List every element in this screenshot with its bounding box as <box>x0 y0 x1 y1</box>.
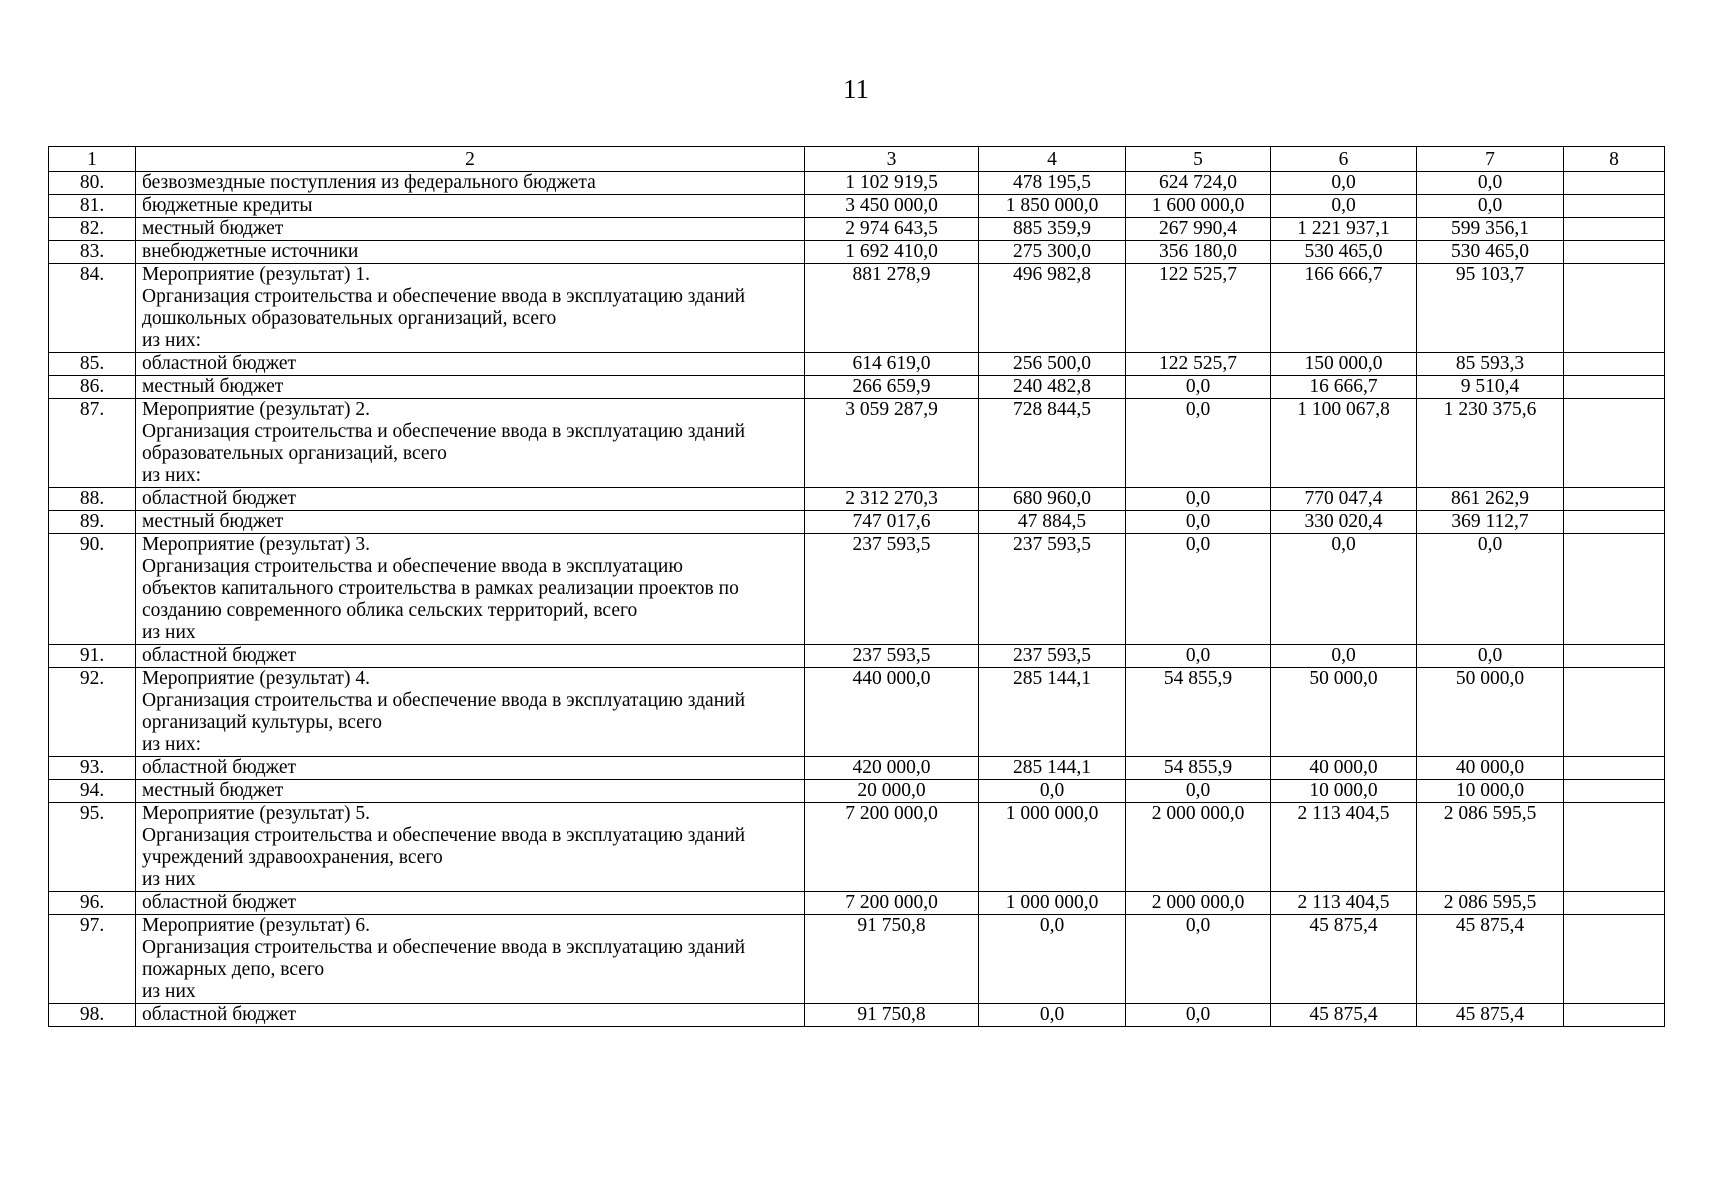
column-header: 3 <box>805 147 979 172</box>
value-cell-col4: 237 593,5 <box>979 645 1126 668</box>
column-header: 5 <box>1126 147 1271 172</box>
value-cell-col8 <box>1564 376 1665 399</box>
value-cell-col8 <box>1564 353 1665 376</box>
value-cell-col7: 0,0 <box>1417 195 1564 218</box>
row-number: 95. <box>49 803 136 892</box>
value-cell-col5: 2 000 000,0 <box>1126 803 1271 892</box>
value-cell-col6: 45 875,4 <box>1271 1004 1417 1027</box>
value-cell-col7: 40 000,0 <box>1417 757 1564 780</box>
description-line: бюджетные кредиты <box>142 195 313 216</box>
value-cell-col5: 0,0 <box>1126 1004 1271 1027</box>
value-cell-col8 <box>1564 1004 1665 1027</box>
value-cell-col7: 861 262,9 <box>1417 488 1564 511</box>
description-line: организаций культуры, всего <box>142 712 383 733</box>
row-number: 92. <box>49 668 136 757</box>
table-row <box>49 172 1665 195</box>
value-cell-col6: 150 000,0 <box>1271 353 1417 376</box>
row-description <box>136 172 805 195</box>
value-cell-col4: 0,0 <box>979 1004 1126 1027</box>
table-row <box>49 534 1665 645</box>
value-cell-col4: 47 884,5 <box>979 511 1126 534</box>
row-description <box>136 892 805 915</box>
row-description <box>136 1004 805 1027</box>
row-number: 94. <box>49 780 136 803</box>
row-description <box>136 488 805 511</box>
value-cell-col7: 2 086 595,5 <box>1417 803 1564 892</box>
value-cell-col5: 54 855,9 <box>1126 757 1271 780</box>
row-number: 88. <box>49 488 136 511</box>
row-number: 90. <box>49 534 136 645</box>
value-cell-col6: 0,0 <box>1271 195 1417 218</box>
value-cell-col3: 747 017,6 <box>805 511 979 534</box>
table-row <box>49 780 1665 803</box>
description-line: областной бюджет <box>142 892 297 913</box>
value-cell-col5: 0,0 <box>1126 780 1271 803</box>
value-cell-col8 <box>1564 668 1665 757</box>
value-cell-col6: 166 666,7 <box>1271 264 1417 353</box>
table-row <box>49 195 1665 218</box>
value-cell-col7: 85 593,3 <box>1417 353 1564 376</box>
value-cell-col4: 1 000 000,0 <box>979 803 1126 892</box>
value-cell-col5: 0,0 <box>1126 645 1271 668</box>
value-cell-col3: 237 593,5 <box>805 534 979 645</box>
value-cell-col6: 50 000,0 <box>1271 668 1417 757</box>
value-cell-col4: 237 593,5 <box>979 534 1126 645</box>
description-line: Мероприятие (результат) 4. <box>142 668 370 689</box>
row-description <box>136 399 805 488</box>
row-number: 91. <box>49 645 136 668</box>
row-description <box>136 376 805 399</box>
column-header-row <box>49 147 1665 172</box>
description-line: из них: <box>142 330 202 351</box>
value-cell-col8 <box>1564 511 1665 534</box>
description-line: областной бюджет <box>142 488 297 509</box>
column-header: 8 <box>1564 147 1665 172</box>
table-row <box>49 915 1665 1004</box>
value-cell-col3: 2 974 643,5 <box>805 218 979 241</box>
description-line: дошкольных образовательных организаций, всего <box>142 308 557 329</box>
table-row <box>49 668 1665 757</box>
value-cell-col6: 2 113 404,5 <box>1271 803 1417 892</box>
table-row <box>49 892 1665 915</box>
row-description <box>136 645 805 668</box>
description-line: учреждений здравоохранения, всего <box>142 847 443 868</box>
value-cell-col7: 0,0 <box>1417 172 1564 195</box>
value-cell-col4: 496 982,8 <box>979 264 1126 353</box>
value-cell-col8 <box>1564 645 1665 668</box>
description-line: местный бюджет <box>142 511 284 532</box>
value-cell-col3: 266 659,9 <box>805 376 979 399</box>
value-cell-col8 <box>1564 488 1665 511</box>
value-cell-col5: 2 000 000,0 <box>1126 892 1271 915</box>
budget-table <box>48 146 1665 1027</box>
value-cell-col3: 3 059 287,9 <box>805 399 979 488</box>
value-cell-col8 <box>1564 241 1665 264</box>
value-cell-col5: 122 525,7 <box>1126 353 1271 376</box>
value-cell-col7: 95 103,7 <box>1417 264 1564 353</box>
row-description <box>136 534 805 645</box>
value-cell-col4: 478 195,5 <box>979 172 1126 195</box>
row-number: 97. <box>49 915 136 1004</box>
value-cell-col3: 7 200 000,0 <box>805 892 979 915</box>
value-cell-col5: 267 990,4 <box>1126 218 1271 241</box>
description-line: Организация строительства и обеспечение ввода в эксплуатацию <box>142 556 683 577</box>
row-number: 86. <box>49 376 136 399</box>
value-cell-col7: 1 230 375,6 <box>1417 399 1564 488</box>
value-cell-col5: 356 180,0 <box>1126 241 1271 264</box>
column-header: 4 <box>979 147 1126 172</box>
row-description <box>136 353 805 376</box>
row-description <box>136 241 805 264</box>
description-line: Организация строительства и обеспечение ввода в эксплуатацию зданий <box>142 286 746 307</box>
value-cell-col8 <box>1564 780 1665 803</box>
row-description <box>136 780 805 803</box>
value-cell-col5: 0,0 <box>1126 376 1271 399</box>
value-cell-col5: 54 855,9 <box>1126 668 1271 757</box>
page-number: 11 <box>843 74 869 104</box>
column-header: 7 <box>1417 147 1564 172</box>
value-cell-col7: 530 465,0 <box>1417 241 1564 264</box>
row-number: 80. <box>49 172 136 195</box>
value-cell-col4: 285 144,1 <box>979 757 1126 780</box>
value-cell-col8 <box>1564 915 1665 1004</box>
value-cell-col7: 0,0 <box>1417 534 1564 645</box>
description-line: внебюджетные источники <box>142 241 359 262</box>
table-row <box>49 241 1665 264</box>
description-line: областной бюджет <box>142 353 297 374</box>
row-number: 87. <box>49 399 136 488</box>
row-description <box>136 511 805 534</box>
row-number: 93. <box>49 757 136 780</box>
description-line: областной бюджет <box>142 1004 297 1025</box>
value-cell-col6: 770 047,4 <box>1271 488 1417 511</box>
description-line: из них <box>142 869 196 890</box>
value-cell-col6: 45 875,4 <box>1271 915 1417 1004</box>
value-cell-col4: 0,0 <box>979 915 1126 1004</box>
value-cell-col7: 9 510,4 <box>1417 376 1564 399</box>
value-cell-col3: 91 750,8 <box>805 915 979 1004</box>
table-row <box>49 511 1665 534</box>
value-cell-col8 <box>1564 195 1665 218</box>
description-line: Мероприятие (результат) 2. <box>142 399 370 420</box>
value-cell-col5: 0,0 <box>1126 915 1271 1004</box>
value-cell-col8 <box>1564 218 1665 241</box>
description-line: пожарных депо, всего <box>142 959 325 980</box>
value-cell-col4: 256 500,0 <box>979 353 1126 376</box>
value-cell-col3: 1 102 919,5 <box>805 172 979 195</box>
value-cell-col5: 0,0 <box>1126 511 1271 534</box>
column-header: 2 <box>136 147 805 172</box>
table-row <box>49 1004 1665 1027</box>
description-line: местный бюджет <box>142 218 284 239</box>
value-cell-col5: 624 724,0 <box>1126 172 1271 195</box>
row-number: 96. <box>49 892 136 915</box>
row-description <box>136 803 805 892</box>
table-row <box>49 757 1665 780</box>
row-number: 85. <box>49 353 136 376</box>
value-cell-col5: 0,0 <box>1126 399 1271 488</box>
description-line: объектов капитального строительства в рамках реализации проектов по <box>142 578 739 599</box>
column-header: 6 <box>1271 147 1417 172</box>
row-number: 82. <box>49 218 136 241</box>
table-row <box>49 376 1665 399</box>
value-cell-col6: 16 666,7 <box>1271 376 1417 399</box>
value-cell-col7: 0,0 <box>1417 645 1564 668</box>
value-cell-col4: 275 300,0 <box>979 241 1126 264</box>
description-line: Мероприятие (результат) 3. <box>142 534 370 555</box>
value-cell-col7: 50 000,0 <box>1417 668 1564 757</box>
value-cell-col7: 369 112,7 <box>1417 511 1564 534</box>
value-cell-col3: 2 312 270,3 <box>805 488 979 511</box>
value-cell-col3: 3 450 000,0 <box>805 195 979 218</box>
description-line: Мероприятие (результат) 6. <box>142 915 370 936</box>
description-line: созданию современного облика сельских территорий, всего <box>142 600 638 621</box>
row-description <box>136 195 805 218</box>
value-cell-col3: 1 692 410,0 <box>805 241 979 264</box>
value-cell-col5: 0,0 <box>1126 488 1271 511</box>
table-row <box>49 488 1665 511</box>
value-cell-col7: 2 086 595,5 <box>1417 892 1564 915</box>
value-cell-col3: 91 750,8 <box>805 1004 979 1027</box>
value-cell-col6: 0,0 <box>1271 534 1417 645</box>
row-number: 81. <box>49 195 136 218</box>
description-line: из них: <box>142 465 202 486</box>
table-row <box>49 218 1665 241</box>
value-cell-col7: 45 875,4 <box>1417 1004 1564 1027</box>
row-number: 89. <box>49 511 136 534</box>
description-line: местный бюджет <box>142 376 284 397</box>
description-line: из них <box>142 622 196 643</box>
row-description <box>136 915 805 1004</box>
table-row <box>49 645 1665 668</box>
table-row <box>49 353 1665 376</box>
value-cell-col4: 1 000 000,0 <box>979 892 1126 915</box>
value-cell-col8 <box>1564 534 1665 645</box>
row-description <box>136 218 805 241</box>
value-cell-col4: 885 359,9 <box>979 218 1126 241</box>
value-cell-col5: 122 525,7 <box>1126 264 1271 353</box>
value-cell-col3: 881 278,9 <box>805 264 979 353</box>
description-line: областной бюджет <box>142 645 297 666</box>
value-cell-col3: 7 200 000,0 <box>805 803 979 892</box>
row-number: 84. <box>49 264 136 353</box>
value-cell-col7: 10 000,0 <box>1417 780 1564 803</box>
value-cell-col8 <box>1564 892 1665 915</box>
row-description <box>136 668 805 757</box>
value-cell-col3: 237 593,5 <box>805 645 979 668</box>
value-cell-col6: 0,0 <box>1271 172 1417 195</box>
value-cell-col8 <box>1564 757 1665 780</box>
value-cell-col8 <box>1564 172 1665 195</box>
value-cell-col4: 680 960,0 <box>979 488 1126 511</box>
value-cell-col3: 440 000,0 <box>805 668 979 757</box>
value-cell-col4: 285 144,1 <box>979 668 1126 757</box>
value-cell-col6: 530 465,0 <box>1271 241 1417 264</box>
table-row <box>49 264 1665 353</box>
description-line: безвозмездные поступления из федерального бюджета <box>142 172 596 193</box>
description-line: областной бюджет <box>142 757 297 778</box>
row-number: 98. <box>49 1004 136 1027</box>
value-cell-col8 <box>1564 264 1665 353</box>
description-line: Мероприятие (результат) 5. <box>142 803 370 824</box>
description-line: Мероприятие (результат) 1. <box>142 264 370 285</box>
description-line: Организация строительства и обеспечение ввода в эксплуатацию зданий <box>142 690 746 711</box>
value-cell-col5: 1 600 000,0 <box>1126 195 1271 218</box>
table-row <box>49 803 1665 892</box>
description-line: из них <box>142 981 196 1002</box>
value-cell-col6: 330 020,4 <box>1271 511 1417 534</box>
row-description <box>136 757 805 780</box>
value-cell-col7: 45 875,4 <box>1417 915 1564 1004</box>
value-cell-col8 <box>1564 399 1665 488</box>
value-cell-col3: 614 619,0 <box>805 353 979 376</box>
value-cell-col7: 599 356,1 <box>1417 218 1564 241</box>
value-cell-col4: 1 850 000,0 <box>979 195 1126 218</box>
value-cell-col4: 0,0 <box>979 780 1126 803</box>
column-header: 1 <box>49 147 136 172</box>
value-cell-col6: 1 100 067,8 <box>1271 399 1417 488</box>
value-cell-col3: 20 000,0 <box>805 780 979 803</box>
description-line: местный бюджет <box>142 780 284 801</box>
description-line: Организация строительства и обеспечение ввода в эксплуатацию зданий <box>142 937 746 958</box>
row-description <box>136 264 805 353</box>
value-cell-col6: 40 000,0 <box>1271 757 1417 780</box>
row-number: 83. <box>49 241 136 264</box>
value-cell-col4: 240 482,8 <box>979 376 1126 399</box>
value-cell-col6: 0,0 <box>1271 645 1417 668</box>
description-line: Организация строительства и обеспечение ввода в эксплуатацию зданий <box>142 421 746 442</box>
value-cell-col6: 10 000,0 <box>1271 780 1417 803</box>
value-cell-col6: 1 221 937,1 <box>1271 218 1417 241</box>
value-cell-col3: 420 000,0 <box>805 757 979 780</box>
value-cell-col6: 2 113 404,5 <box>1271 892 1417 915</box>
value-cell-col4: 728 844,5 <box>979 399 1126 488</box>
description-line: образовательных организаций, всего <box>142 443 447 464</box>
description-line: Организация строительства и обеспечение ввода в эксплуатацию зданий <box>142 825 746 846</box>
value-cell-col5: 0,0 <box>1126 534 1271 645</box>
table-row <box>49 399 1665 488</box>
table-body <box>49 172 1665 1027</box>
value-cell-col8 <box>1564 803 1665 892</box>
description-line: из них: <box>142 734 202 755</box>
